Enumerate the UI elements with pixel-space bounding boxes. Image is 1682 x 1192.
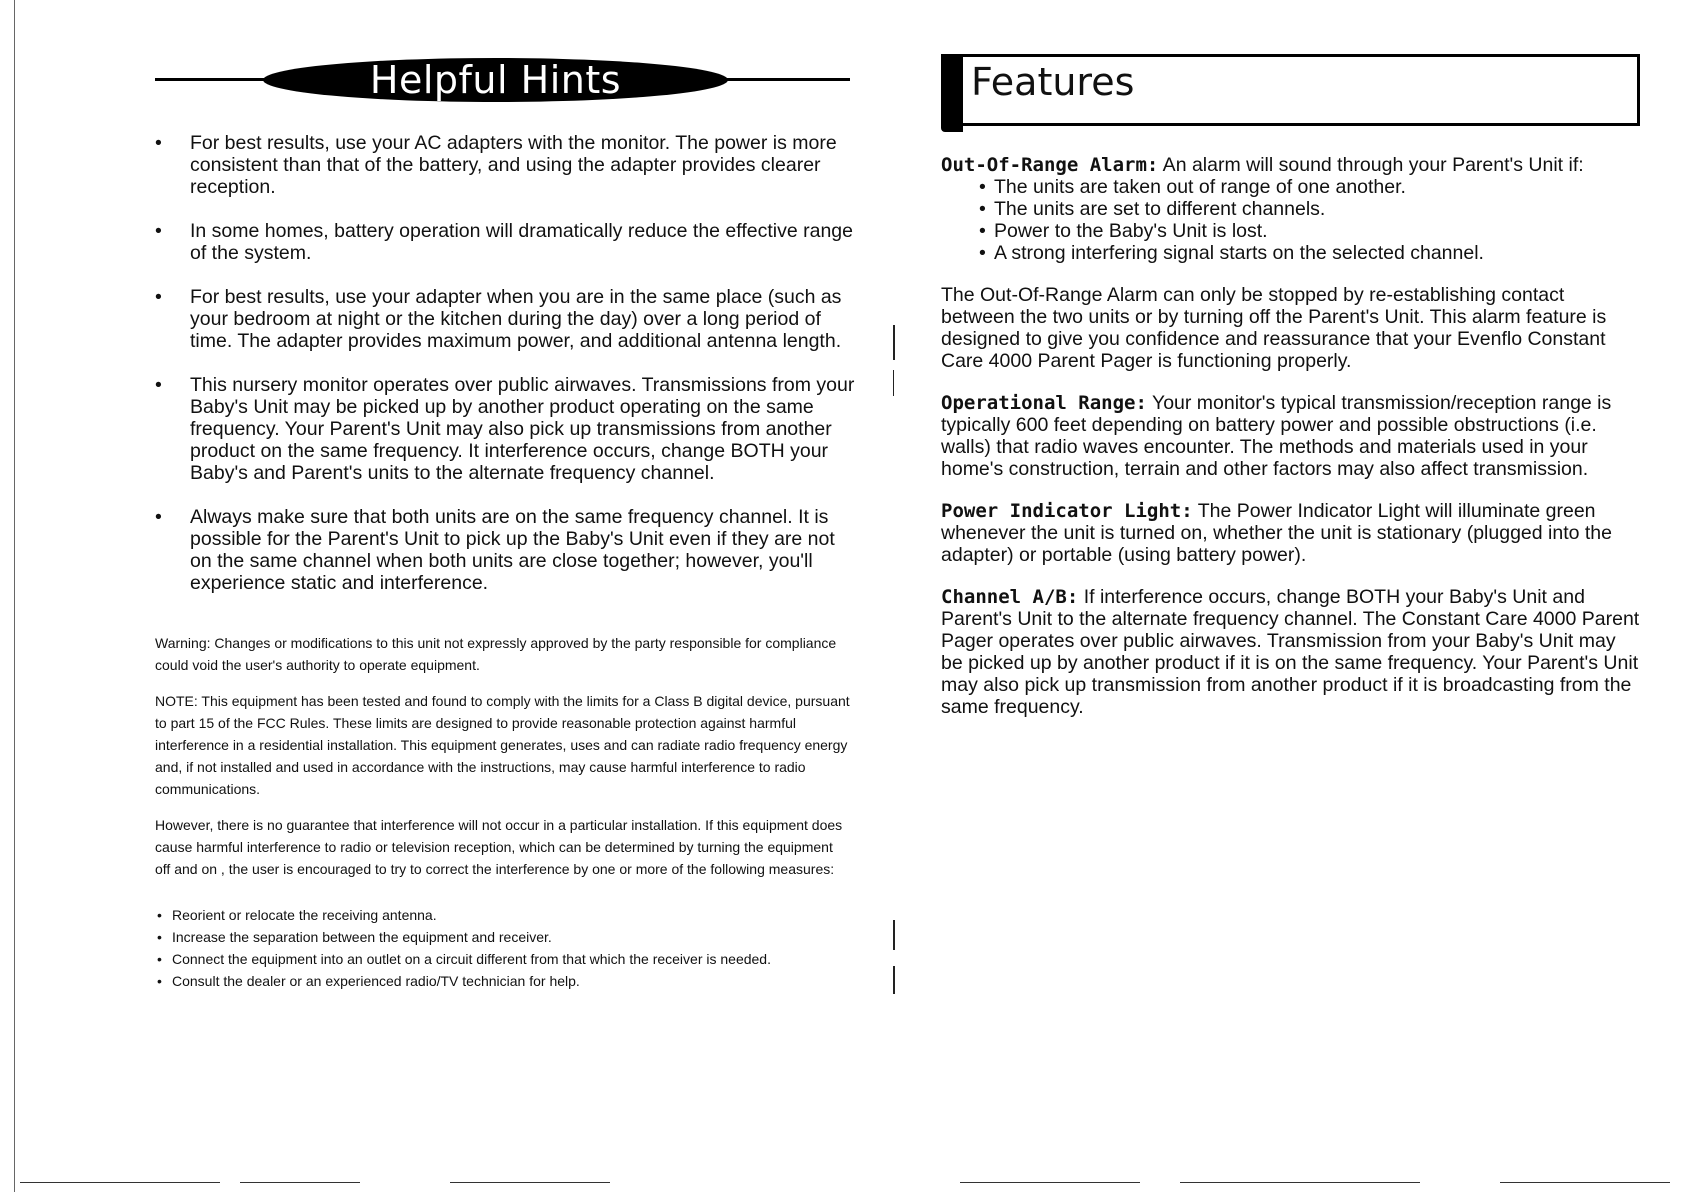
bottom-rule xyxy=(1180,1182,1420,1183)
feature-label: Out-Of-Range Alarm: xyxy=(941,154,1159,176)
feature-text: Your monitor's typical transmission/reception range is typically 600 feet depending on battery power and possible obstructions (i.e. walls) that radio waves encounter. The methods and materials used in your home's construction, terrain and other factors may also affect transmission. xyxy=(941,392,1612,480)
list-item xyxy=(155,506,855,594)
bullet-icon: • xyxy=(157,907,162,923)
bottom-rule xyxy=(960,1182,1140,1183)
list-item xyxy=(155,904,772,926)
measure-text: Connect the equipment into an outlet on a circuit different from that which the receiver is needed. xyxy=(172,951,771,967)
bullet-icon: • xyxy=(157,929,162,945)
hints-list xyxy=(155,132,855,594)
out-of-range-section xyxy=(941,154,1641,264)
list-item xyxy=(979,242,1641,264)
however-text: However, there is no guarantee that interference will not occur in a particular installation. If this equipment does cause harmful interference to radio or television reception, which can be determined by turning the equipment off and on , the user is encouraged to try to correct the interference by one or more of the following measures: xyxy=(155,817,843,877)
list-item xyxy=(979,176,1641,198)
measure-text: Reorient or relocate the receiving antenna. xyxy=(172,907,437,923)
feature-text: An alarm will sound through your Parent's Unit if: xyxy=(1158,154,1584,176)
channel-ab-section xyxy=(941,586,1641,718)
bullet-icon: • xyxy=(155,132,162,154)
hint-text: This nursery monitor operates over public airwaves. Transmissions from your Baby's Unit may be picked up by another product operating on the same frequency. Your Parent's Unit may also pick up transmissions from another product on the same frequency. It interference occurs, change BOTH your Baby's and Parent's units to the alternate frequency channel. xyxy=(190,374,855,484)
feature-label: Power Indicator Light: xyxy=(941,500,1193,522)
bullet-icon: • xyxy=(979,220,986,242)
list-item xyxy=(979,198,1641,220)
left-page xyxy=(155,50,855,992)
helpful-hints-header xyxy=(155,50,855,110)
list-item xyxy=(979,220,1641,242)
bullet-icon: • xyxy=(155,374,162,396)
power-indicator-section xyxy=(941,500,1641,566)
condition-text: The units are taken out of range of one another. xyxy=(994,176,1406,198)
hint-text: For best results, use your AC adapters with the monitor. The power is more consistent than that of the battery, and using the adapter provides clearer reception. xyxy=(190,132,837,198)
feature-label: Operational Range: xyxy=(941,392,1147,414)
list-item xyxy=(155,970,772,992)
header-tab xyxy=(941,54,963,132)
list-item xyxy=(155,948,772,970)
conditions-list xyxy=(941,176,1641,264)
bullet-icon: • xyxy=(155,506,162,528)
fold-mark xyxy=(893,325,895,360)
bullet-icon: • xyxy=(979,198,986,220)
bullet-icon: • xyxy=(979,176,986,198)
list-item xyxy=(155,286,855,352)
bullet-icon: • xyxy=(979,242,986,264)
fcc-notice xyxy=(155,632,855,880)
bottom-rule xyxy=(240,1182,360,1183)
feature-text: The Power Indicator Light will illuminate green whenever the unit is turned on, whether the unit is stationary (plugged into the adapter) or portable (using battery power). xyxy=(941,500,1612,566)
right-page xyxy=(941,50,1641,738)
bullet-icon: • xyxy=(157,973,162,989)
bullet-icon: • xyxy=(155,220,162,242)
feature-text: If interference occurs, change BOTH your Baby's Unit and Parent's Unit to the alternate frequency channel. The Constant Care 4000 Parent Pager operates over public airwaves. Transmission from your Baby's Unit may be picked up by another product if it is on the same frequency. Your Parent's Unit may also pick up transmission from another product if it is broadcasting from the same frequency. xyxy=(941,586,1640,718)
bottom-rule xyxy=(1500,1182,1670,1183)
hint-text: For best results, use your adapter when you are in the same place (such as your bedroom at night or the kitchen during the day) over a long period of time. The adapter provides maximum power, and additional antenna length. xyxy=(190,286,842,352)
condition-text: Power to the Baby's Unit is lost. xyxy=(994,220,1268,242)
fold-mark xyxy=(893,966,895,994)
fold-mark xyxy=(893,370,894,396)
note-text: NOTE: This equipment has been tested and found to comply with the limits for a Class B digital device, pursuant to part 15 of the FCC Rules. These limits are designed to provide reasonable protection against harmful interference in a residential installation. This equipment generates, uses and can radiate radio frequency energy and, if not installed and used in accordance with the instructions, may cause harmful interference to radio communications. xyxy=(155,693,850,797)
features-title: Features xyxy=(971,60,1135,104)
list-item xyxy=(155,374,855,484)
measure-text: Consult the dealer or an experienced radio/TV technician for help. xyxy=(172,973,580,989)
header-oval xyxy=(263,58,728,102)
condition-text: A strong interfering signal starts on the selected channel. xyxy=(994,242,1484,264)
hint-text: In some homes, battery operation will dramatically reduce the effective range of the system. xyxy=(190,220,853,264)
measures-list xyxy=(155,904,855,992)
feature-label: Channel A/B: xyxy=(941,586,1079,608)
list-item xyxy=(155,926,772,948)
measure-text: Increase the separation between the equipment and receiver. xyxy=(172,929,552,945)
hint-text: Always make sure that both units are on the same frequency channel. It is possible for the Parent's Unit to pick up the Baby's Unit even if they are not on the same channel when both units are close together; however, you'll experience static and interference. xyxy=(190,506,835,594)
list-item xyxy=(155,220,855,264)
features-header xyxy=(941,54,1640,126)
feature-text: The Out-Of-Range Alarm can only be stopped by re-establishing contact between the two units or by turning off the Parent's Unit. This alarm feature is designed to give you confidence and reassurance that your Evenflo Constant Care 4000 Parent Pager is functioning properly. xyxy=(941,284,1607,372)
page-edge xyxy=(14,0,15,1192)
bullet-icon: • xyxy=(157,951,162,967)
helpful-hints-title: Helpful Hints xyxy=(369,58,622,102)
list-item xyxy=(155,132,855,198)
bullet-icon: • xyxy=(155,286,162,308)
fold-mark xyxy=(893,920,895,950)
operational-range-section xyxy=(941,392,1641,480)
out-of-range-followup xyxy=(941,284,1641,372)
condition-text: The units are set to different channels. xyxy=(994,198,1326,220)
bottom-rule xyxy=(20,1182,220,1183)
bottom-rule xyxy=(450,1182,610,1183)
warning-text: Warning: Changes or modifications to this unit not expressly approved by the party responsible for compliance could void the user's authority to operate equipment. xyxy=(155,635,837,673)
